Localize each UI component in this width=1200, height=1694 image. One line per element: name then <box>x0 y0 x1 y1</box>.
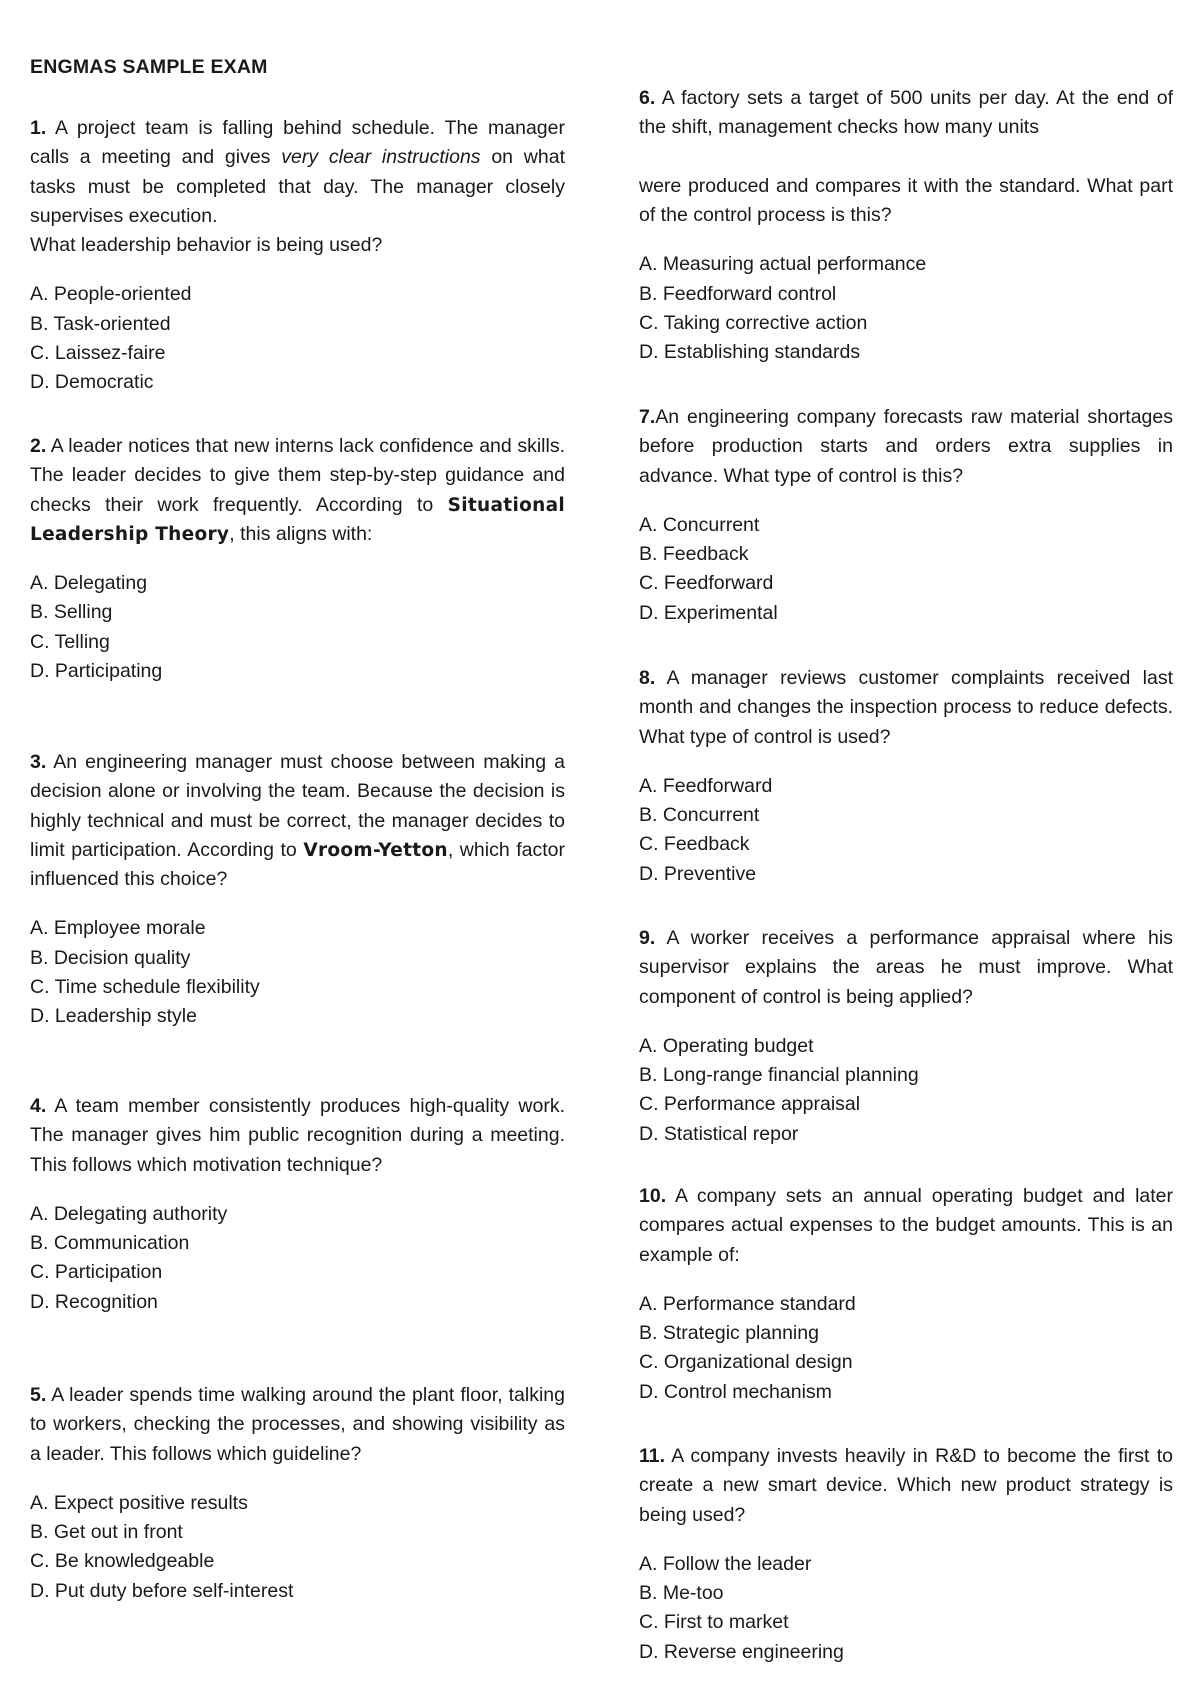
question-stem <box>30 748 565 894</box>
question-stem <box>639 1442 1173 1530</box>
option-c[interactable]: C. Telling <box>30 630 110 653</box>
question-stem <box>639 1182 1173 1270</box>
question-prompt: What leadership behavior is being used? <box>30 234 383 257</box>
question-text: were produced and compares it with the standard. What part of the control process is this? <box>639 174 1173 227</box>
question-text: An engineering manager must choose between making a decision alone or involving the team. Because the decision is highly technical and must be correct, the manager decides to limit participation. According to <box>30 751 565 861</box>
question-stem <box>639 84 1173 143</box>
question-stem-continued <box>639 172 1173 231</box>
option-a[interactable]: A. Performance standard <box>639 1292 856 1315</box>
question-text-emphasis: very clear instructions <box>281 146 481 169</box>
option-a[interactable]: A. Expect positive results <box>30 1491 248 1514</box>
question-text: A manager reviews customer complaints received last month and changes the inspection process to reduce defects. What type of control is used? <box>639 667 1173 748</box>
question-text: on what tasks must be completed that day. The manager closely supervises execution. <box>30 146 566 227</box>
option-d[interactable]: D. Recognition <box>30 1290 158 1313</box>
option-d[interactable]: D. Establishing standards <box>639 341 861 364</box>
question-text: , which factor influenced this choice? <box>30 838 565 891</box>
question-stem <box>639 664 1173 752</box>
question-number: 7. <box>639 406 656 428</box>
option-a[interactable]: A. Measuring actual performance <box>639 253 927 276</box>
option-a[interactable]: A. Delegating authority <box>30 1202 228 1225</box>
question-text-bold: Situational Leadership Theory <box>30 494 565 545</box>
question-number: 10. <box>639 1185 667 1207</box>
question-text: An engineering company forecasts raw material shortages before production starts and orders extra supplies in advance. What type of control is this? <box>639 406 1173 487</box>
answer-options <box>30 1489 565 1606</box>
question-number: 6. <box>639 87 656 109</box>
option-c[interactable]: C. Feedback <box>639 833 750 856</box>
question-text: A factory sets a target of 500 units per day. At the end of the shift, management checks how many units <box>639 87 1173 139</box>
question-7 <box>639 403 1173 628</box>
option-b[interactable]: B. Long-range financial planning <box>639 1064 919 1087</box>
question-number: 4. <box>30 1095 47 1117</box>
option-b[interactable]: B. Concurrent <box>639 804 760 827</box>
option-b[interactable]: B. Decision quality <box>30 946 191 969</box>
option-c[interactable]: C. First to market <box>639 1611 789 1634</box>
question-text: A company invests heavily in R&D to become the first to create a new smart device. Which new product strategy is being used? <box>639 1445 1173 1526</box>
option-d[interactable]: D. Participating <box>30 660 163 683</box>
option-b[interactable]: B. Me-too <box>639 1582 724 1605</box>
question-stem <box>639 403 1173 491</box>
option-d[interactable]: D. Statistical repor <box>639 1122 799 1145</box>
question-4 <box>30 1092 565 1317</box>
question-text: A company sets an annual operating budget and later compares actual expenses to the budget amounts. This is an example of: <box>639 1185 1173 1266</box>
question-text: A leader notices that new interns lack confidence and skills. The leader decides to give them step-by-step guidance and checks their work frequently. According to <box>30 435 565 516</box>
option-a[interactable]: A. Follow the leader <box>639 1552 812 1575</box>
question-3 <box>30 748 565 1032</box>
answer-options <box>30 914 565 1031</box>
question-number: 8. <box>639 667 656 689</box>
option-b[interactable]: B. Feedback <box>639 543 749 566</box>
option-d[interactable]: D. Put duty before self-interest <box>30 1579 294 1602</box>
question-stem <box>30 432 565 549</box>
answer-options <box>639 250 1173 367</box>
answer-options <box>30 1200 565 1317</box>
answer-options <box>639 1290 1173 1407</box>
option-b[interactable]: B. Strategic planning <box>639 1322 819 1345</box>
option-c[interactable]: C. Performance appraisal <box>639 1093 861 1116</box>
option-c[interactable]: C. Feedforward <box>639 572 774 595</box>
question-5 <box>30 1381 565 1606</box>
option-c[interactable]: C. Laissez-faire <box>30 342 166 365</box>
option-c[interactable]: C. Participation <box>30 1261 163 1284</box>
answer-options <box>639 772 1173 889</box>
exam-title: ENGMAS SAMPLE EXAM <box>30 56 268 78</box>
option-d[interactable]: D. Reverse engineering <box>639 1640 844 1663</box>
option-c[interactable]: C. Time schedule flexibility <box>30 976 260 999</box>
question-stem <box>30 1381 565 1469</box>
answer-options <box>639 511 1173 628</box>
option-d[interactable]: D. Democratic <box>30 371 154 394</box>
question-text: A team member consistently produces high-quality work. The manager gives him public recognition during a meeting. This follows which motivation technique? <box>30 1095 565 1176</box>
question-number: 9. <box>639 927 656 949</box>
option-c[interactable]: C. Taking corrective action <box>639 312 868 335</box>
question-number: 2. <box>30 435 47 457</box>
option-a[interactable]: A. Feedforward <box>639 774 773 797</box>
answer-options <box>30 280 565 397</box>
option-c[interactable]: C. Be knowledgeable <box>30 1550 215 1573</box>
option-d[interactable]: D. Control mechanism <box>639 1380 832 1403</box>
question-10 <box>639 1182 1173 1407</box>
question-stem <box>30 114 565 260</box>
option-c[interactable]: C. Organizational design <box>639 1351 853 1374</box>
option-b[interactable]: B. Feedforward control <box>639 282 837 305</box>
question-stem <box>639 924 1173 1012</box>
question-text: A worker receives a performance appraisal where his supervisor explains the areas he must improve. What component of control is being applied? <box>639 927 1173 1008</box>
option-a[interactable]: A. Concurrent <box>639 513 760 536</box>
question-number: 11. <box>639 1445 666 1467</box>
answer-options <box>30 569 565 686</box>
option-b[interactable]: B. Task-oriented <box>30 312 171 335</box>
question-text: A leader spends time walking around the plant floor, talking to workers, checking the processes, and showing visibility as a leader. This follows which guideline? <box>30 1384 565 1465</box>
option-a[interactable]: A. Employee morale <box>30 917 206 940</box>
question-number: 1. <box>30 117 47 139</box>
question-1 <box>30 114 565 398</box>
question-11 <box>639 1442 1173 1667</box>
question-number: 5. <box>30 1384 47 1406</box>
question-text: A project team is falling behind schedule. The manager calls a meeting and gives <box>30 117 565 169</box>
option-d[interactable]: D. Preventive <box>639 862 757 885</box>
option-a[interactable]: A. People-oriented <box>30 283 192 306</box>
question-8 <box>639 664 1173 889</box>
option-b[interactable]: B. Selling <box>30 601 113 624</box>
answer-options <box>639 1032 1173 1149</box>
option-b[interactable]: B. Get out in front <box>30 1521 183 1544</box>
option-d[interactable]: D. Leadership style <box>30 1005 197 1028</box>
answer-options <box>639 1550 1173 1667</box>
option-a[interactable]: A. Operating budget <box>639 1034 814 1057</box>
question-number: 3. <box>30 751 47 773</box>
question-stem <box>30 1092 565 1180</box>
option-b[interactable]: B. Communication <box>30 1232 190 1255</box>
question-2 <box>30 432 565 686</box>
question-9 <box>639 924 1173 1149</box>
question-text-bold: Vroom-Yetton <box>303 839 448 861</box>
option-d[interactable]: D. Experimental <box>639 601 778 624</box>
question-text: , this aligns with: <box>229 522 373 545</box>
question-6 <box>639 84 1173 368</box>
option-a[interactable]: A. Delegating <box>30 572 148 595</box>
